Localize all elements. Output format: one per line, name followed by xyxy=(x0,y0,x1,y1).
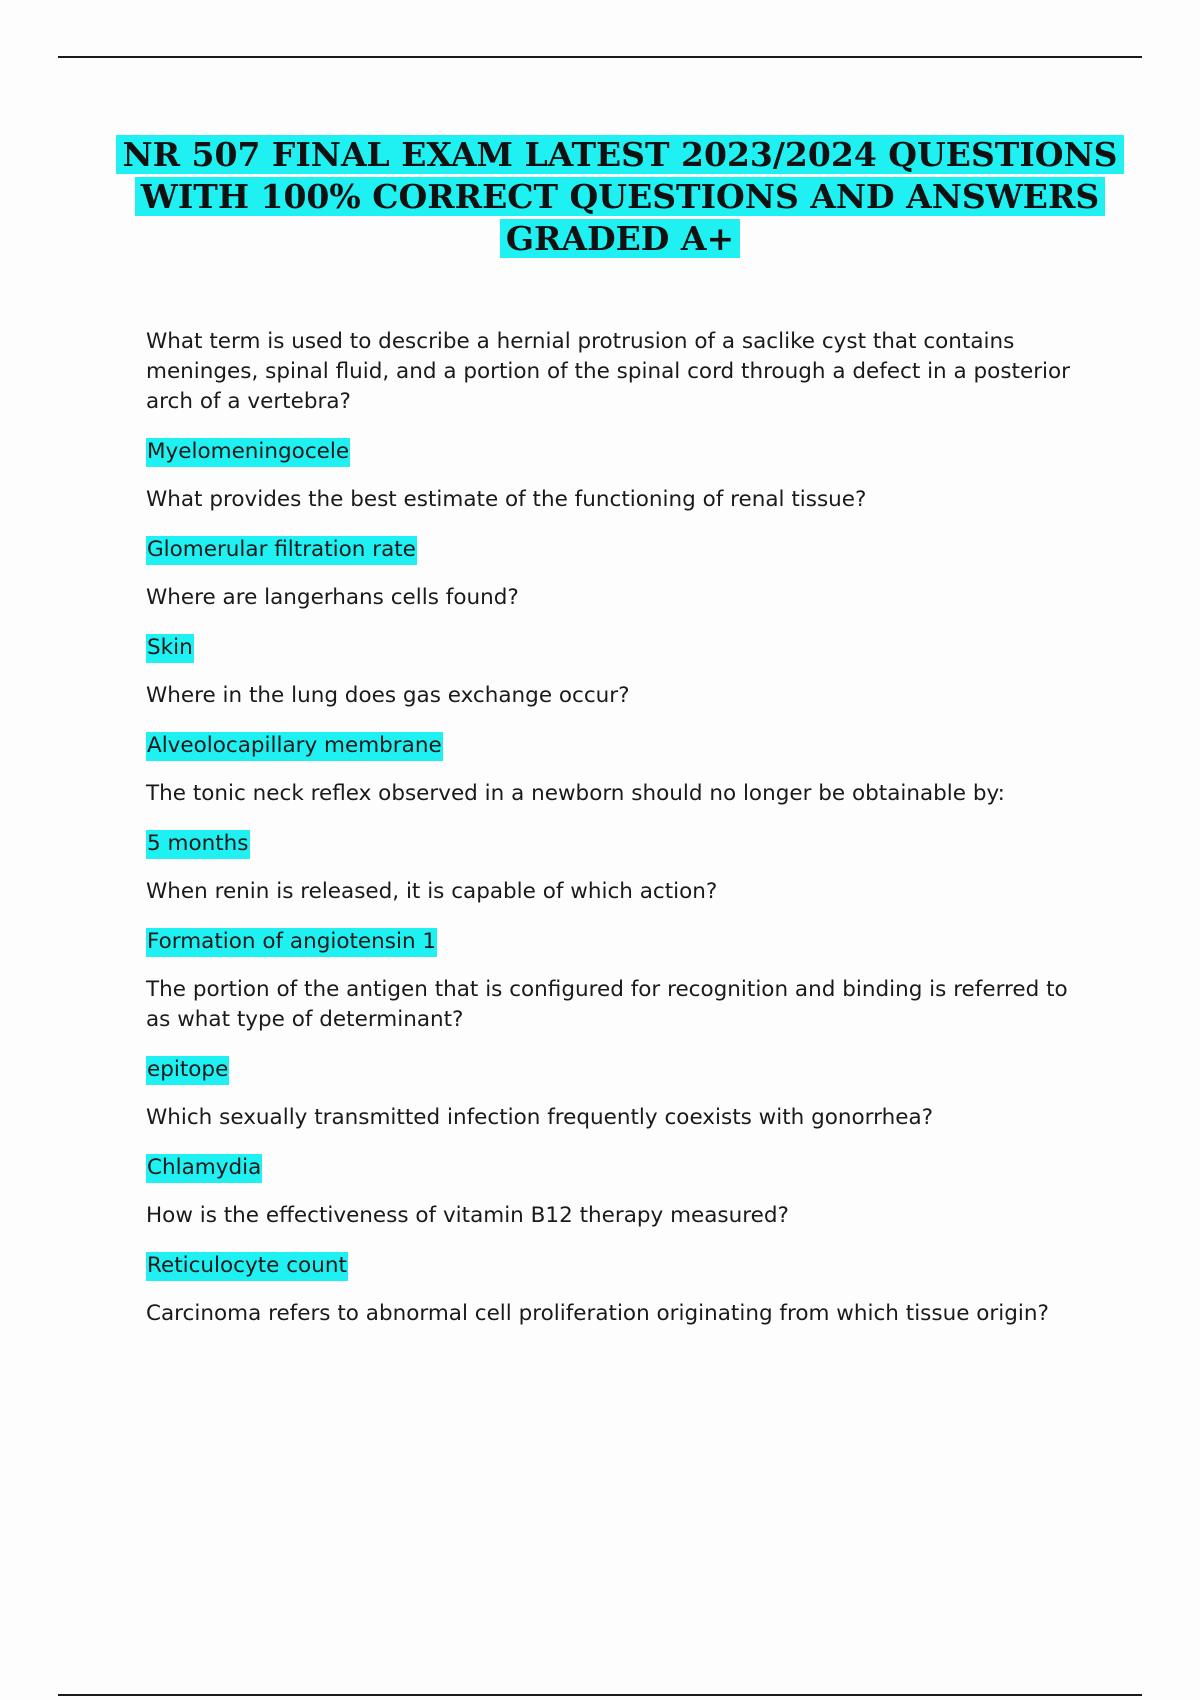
answer-7-text: epitope xyxy=(146,1056,229,1085)
bottom-divider xyxy=(58,1694,1142,1696)
title-line-3: GRADED A+ xyxy=(500,219,740,258)
answer-7 xyxy=(146,1055,1086,1085)
answer-5 xyxy=(146,829,1086,859)
question-8: Which sexually transmitted infection frequently coexists with gonorrhea? xyxy=(146,1105,934,1130)
answer-2-text: Glomerular filtration rate xyxy=(146,536,417,565)
title-line-2: WITH 100% CORRECT QUESTIONS AND ANSWERS xyxy=(135,177,1105,216)
answer-4 xyxy=(146,731,1086,761)
answer-6 xyxy=(146,927,1086,957)
question-9: How is the effectiveness of vitamin B12 therapy measured? xyxy=(146,1203,789,1228)
answer-2 xyxy=(146,535,1086,565)
answer-8 xyxy=(146,1153,1086,1183)
question-10: Carcinoma refers to abnormal cell proliferation originating from which tissue origin? xyxy=(146,1301,1049,1326)
answer-4-text: Alveolocapillary membrane xyxy=(146,732,443,761)
question-7: The portion of the antigen that is configured for recognition and binding is referred to as what type of determinant? xyxy=(146,977,1068,1032)
question-2: What provides the best estimate of the functioning of renal tissue? xyxy=(146,487,867,512)
document-title xyxy=(100,134,1140,260)
answer-1 xyxy=(146,437,1086,467)
question-1: What term is used to describe a hernial protrusion of a saclike cyst that contains meninges, spinal fluid, and a portion of the spinal cord through a defect in a posterior arch of a vertebra? xyxy=(146,329,1070,414)
answer-6-text: Formation of angiotensin 1 xyxy=(146,928,437,957)
answer-1-text: Myelomeningocele xyxy=(146,438,350,467)
answer-5-text: 5 months xyxy=(146,830,250,859)
title-line-1: NR 507 FINAL EXAM LATEST 2023/2024 QUESTIONS xyxy=(116,135,1123,174)
question-3: Where are langerhans cells found? xyxy=(146,585,519,610)
top-divider xyxy=(58,56,1142,58)
answer-3-text: Skin xyxy=(146,634,194,663)
answer-8-text: Chlamydia xyxy=(146,1154,262,1183)
question-answer-list xyxy=(146,327,1086,1349)
question-5: The tonic neck reflex observed in a newborn should no longer be obtainable by: xyxy=(146,781,1005,806)
question-6: When renin is released, it is capable of which action? xyxy=(146,879,718,904)
answer-9-text: Reticulocyte count xyxy=(146,1252,348,1281)
answer-3 xyxy=(146,633,1086,663)
question-4: Where in the lung does gas exchange occur? xyxy=(146,683,630,708)
answer-9 xyxy=(146,1251,1086,1281)
